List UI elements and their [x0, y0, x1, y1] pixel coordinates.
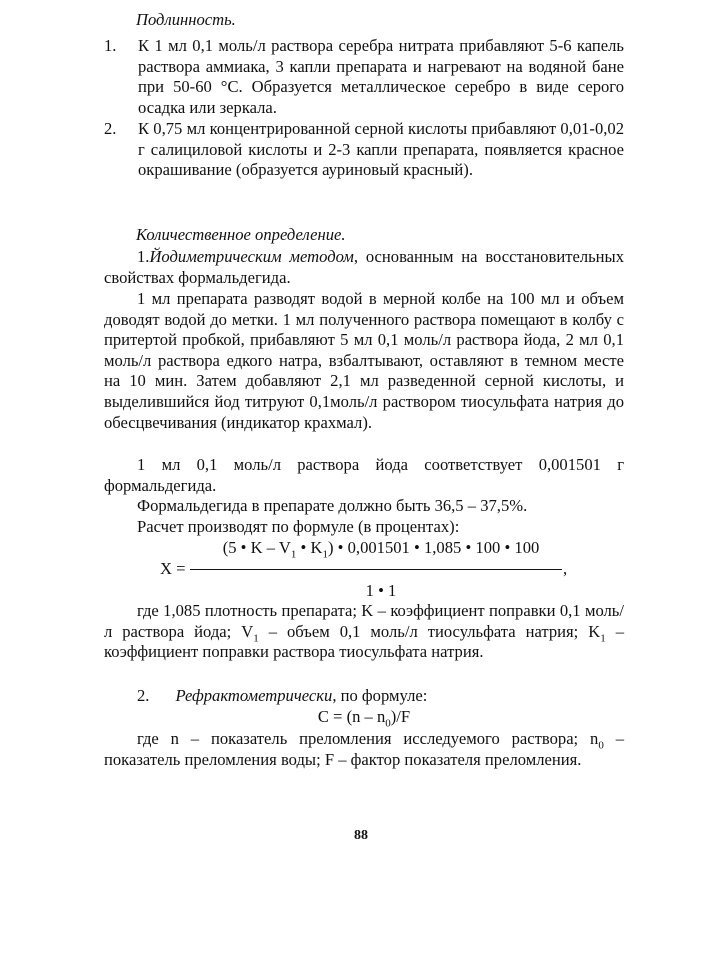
numerator-text: (5 • K – V — [222, 538, 291, 557]
legend-text: где n – показатель преломления исследуемого раствора; n — [137, 729, 599, 748]
method-2-description: , по формуле: — [332, 686, 428, 705]
formula-intro-paragraph: Расчет производят по формуле (в процентах): — [137, 517, 460, 536]
formula-lhs: X = — [160, 559, 186, 578]
method-2-number: 2. — [137, 686, 150, 705]
legend-text: – показатель преломления воды; F – фактор показателя преломления. — [104, 729, 624, 769]
section-heading-quantitative: Количественное определение. — [136, 225, 346, 244]
formula-text: C = (n – n — [317, 707, 386, 726]
refractometric-legend-paragraph — [104, 729, 624, 770]
refractometric-formula — [104, 707, 624, 728]
section-heading-authenticity: Подлинность. — [136, 10, 236, 29]
formula-trailing-comma: , — [563, 559, 568, 578]
numerator-subscript: 1 — [290, 548, 297, 561]
formula-subscript: 0 — [385, 717, 391, 730]
method-1-description: , основанным на восстановительных свойствах формальдегида. — [104, 247, 624, 287]
fraction-bar — [190, 569, 562, 570]
legend-subscript: 1 — [600, 631, 606, 644]
legend-text: – коэффициент поправки раствора тиосульфата натрия. — [104, 621, 624, 662]
procedure-paragraph: 1 мл препарата разводят водой в мерной колбе на 100 мл и объем доводят водой до метки. 1 мл полученного раствора помещают в колбу с притертой пробкой, прибавляют 5 мл 0,1 моль/л раствора йода, 2 мл 0,1 моль/л раствора едкого натра, взбалтывают, оставляют в темном месте на 10 мин. Затем добавляют 2,1 мл разведенной серной кислоты, и выделившийся йод титруют 0,1моль/л раствором тиосульфата натрия до обесцвечивания (индикатор крахмал). — [104, 289, 624, 432]
legend-text: – объем 0,1 моль/л тиосульфата натрия; K — [258, 621, 601, 641]
legend-subscript: 0 — [598, 739, 604, 752]
formula-text: )/F — [390, 707, 411, 726]
numerator-text: ) • 0,001501 • 1,085 • 100 • 100 — [328, 538, 540, 557]
authenticity-item-2 — [104, 119, 624, 181]
numerator-subscript: 1 — [322, 548, 328, 561]
formula-legend-paragraph — [104, 601, 624, 663]
authenticity-item-1 — [104, 36, 624, 118]
item-number: 1. — [104, 36, 117, 55]
method-2-paragraph — [104, 686, 624, 707]
page-number: 88 — [354, 828, 368, 843]
item-text: К 1 мл 0,1 моль/л раствора серебра нитрата прибавляют 5-6 капель раствора аммиака, 3 капли препарата и нагревают на водяной бане при 50-60 °С. Образуется металлическое серебро в виде серого осадка или зеркала. — [138, 36, 624, 117]
iodometric-formula — [104, 538, 624, 602]
numerator-text: • K — [296, 538, 323, 557]
item-number: 2. — [104, 119, 117, 138]
method-1-name: Йодиметрическим методом — [149, 247, 354, 266]
item-text: К 0,75 мл концентрированной серной кислоты прибавляют 0,01-0,02 г салициловой кислоты и 2-3 капли препарата, появляется красное окрашивание (образуется ауриновый красный). — [138, 119, 624, 180]
legend-text: где 1,085 плотность препарата; K – коэффициент поправки 0,1 моль/л раствора йода; V — [104, 601, 624, 641]
formula-denominator: 1 • 1 — [365, 581, 397, 600]
equivalence-paragraph: 1 мл 0,1 моль/л раствора йода соответствует 0,001501 г формальдегида. — [104, 455, 624, 495]
formula-numerator — [196, 538, 566, 559]
method-1-number: 1. — [137, 247, 150, 266]
method-1-paragraph — [104, 247, 624, 288]
method-2-name: Рефрактометрически — [175, 686, 333, 705]
content-norm-paragraph: Формальдегида в препарате должно быть 36,5 – 37,5%. — [137, 496, 528, 515]
legend-subscript: 1 — [253, 631, 259, 644]
